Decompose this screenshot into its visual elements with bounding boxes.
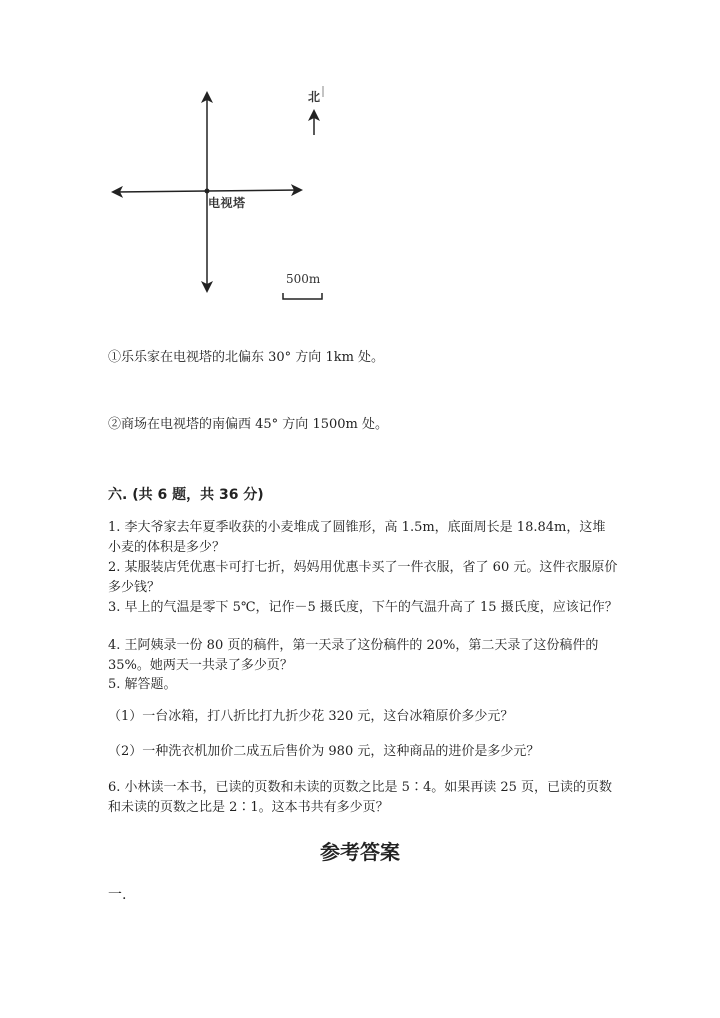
question-1: 1. 李大爷家去年夏季收获的小麦堆成了圆锥形，高 1.5m，底面周长是 18.84m，这堆小麦的体积是多少？ bbox=[108, 520, 606, 555]
question-4: 4. 王阿姨录一份 80 页的稿件，第一天录了这份稿件的 20%，第二天录了这份稿件的 35%。她两天一共录了多少页？ bbox=[108, 638, 599, 673]
question-5: 5. 解答题。 bbox=[108, 677, 177, 692]
question-2: 2. 某服装店凭优惠卡可打七折，妈妈用优惠卡买了一件衣服，省了 60 元。这件衣服原价多少钱？ bbox=[108, 560, 618, 595]
sub-question-2: （2）一种洗衣机加价二成五后售价为 980 元，这种商品的进价是多少元？ bbox=[108, 744, 540, 759]
direction-item-1: ①乐乐家在电视塔的北偏东 30° 方向 1km 处。 bbox=[108, 350, 385, 365]
tv-tower-label: 电视塔 bbox=[208, 196, 246, 210]
answers-section-one: 一. bbox=[108, 887, 127, 903]
answers-title: 参考答案 bbox=[320, 840, 400, 864]
north-label: 北 bbox=[308, 90, 321, 104]
scale-label: 500m bbox=[286, 272, 321, 286]
question-6: 6. 小林读一本书，已读的页数和未读的页数之比是 5∶4。如果再读 25 页，已读的页数和未读的页数之比是 2∶1。这本书共有多少页？ bbox=[108, 780, 613, 815]
sub-question-1: （1）一台冰箱，打八折比打九折少花 320 元，这台冰箱原价多少元？ bbox=[108, 709, 514, 724]
direction-item-2: ②商场在电视塔的南偏西 45° 方向 1500m 处。 bbox=[108, 417, 388, 432]
question-3: 3. 早上的气温是零下 5℃，记作－5 摄氏度，下午的气温升高了 15 摄氏度，应该记作？ bbox=[108, 600, 618, 615]
section-title: 六. (共 6 题，共 36 分) bbox=[108, 487, 264, 503]
